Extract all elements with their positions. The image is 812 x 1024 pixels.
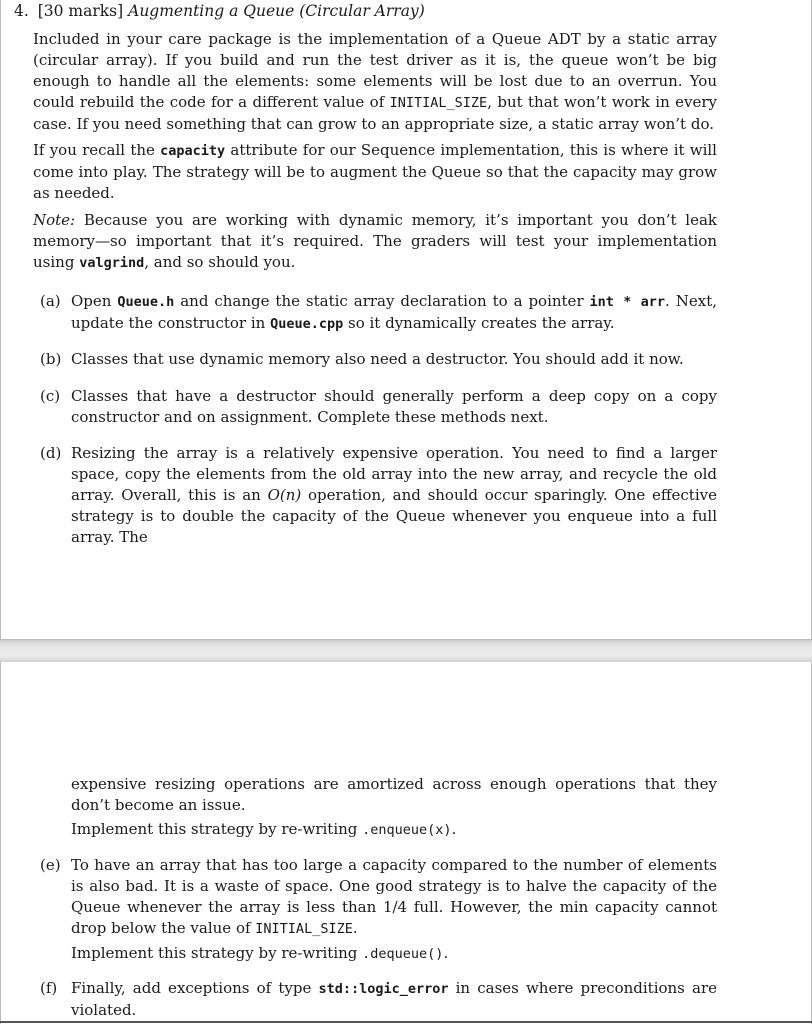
item-f-label: (f) bbox=[40, 979, 58, 997]
note-label: Note: bbox=[33, 211, 76, 229]
page-border-left bbox=[0, 662, 1, 1024]
intro-text-1: Included in your care package is the implementation of a Queue ADT by a static array (circular array). If you build and run the test driver as it is, the queue won’t be big enough to handle all the elements: some elements will be lost due to an overrun. You could rebuild the code for a different value of bbox=[33, 30, 717, 111]
note-paragraph bbox=[33, 210, 717, 274]
intro-paragraph bbox=[33, 29, 717, 135]
bottom-rule bbox=[0, 1021, 812, 1023]
item-b-label: (b) bbox=[40, 350, 62, 368]
question-number: 4. bbox=[14, 2, 29, 20]
item-b-body: Classes that use dynamic memory also need a destructor. You should add it now. bbox=[71, 350, 684, 368]
page-border-left bbox=[0, 0, 1, 640]
item-d-text-2: operation, and should occur sparingly. One effective strategy is to double the capacity of the Queue whenever you enqueue into a full array. The bbox=[71, 486, 717, 546]
item-d-implement bbox=[71, 819, 717, 841]
list-item-e bbox=[33, 855, 717, 940]
item-e-body bbox=[71, 855, 717, 940]
intro-text-2: , but that won’t work in every case. If you need something that can grow to an appropriate size, a static array won’t do. bbox=[33, 93, 717, 133]
question-title: Augmenting a Queue (Circular Array) bbox=[128, 2, 425, 20]
initial-size-code-2: INITIAL_SIZE bbox=[255, 921, 353, 937]
item-a-text-1: Open bbox=[71, 292, 118, 310]
note-text-1: Because you are working with dynamic memory, it’s important you don’t leak memory—so important that it’s required. The graders will test your implementation using bbox=[33, 211, 717, 271]
item-d-label: (d) bbox=[40, 444, 62, 462]
item-d-continued: expensive resizing operations are amortized across enough operations that they don’t become an issue. bbox=[71, 775, 717, 814]
capacity-paragraph bbox=[33, 140, 717, 204]
item-a-body bbox=[71, 291, 717, 335]
list-item-b bbox=[33, 349, 717, 370]
item-a-text-3: . Next, update the constructor in bbox=[71, 292, 717, 332]
item-f-text-2: in cases where preconditions are violated. bbox=[71, 979, 717, 1019]
item-d-implement-end: . bbox=[451, 820, 457, 838]
capacity-text-2: attribute for our Sequence implementation, this is where it will come into play. The strategy will be to augment the Queue so that the capacity may grow as needed. bbox=[33, 141, 717, 202]
list-item-d bbox=[33, 443, 717, 548]
queue-cpp-code: Queue.cpp bbox=[270, 316, 344, 332]
item-e-implement-end: . bbox=[443, 944, 449, 962]
note-text-2: , and so should you. bbox=[144, 253, 296, 271]
item-f-body bbox=[71, 978, 717, 1021]
item-a-label: (a) bbox=[40, 292, 61, 310]
item-d-body bbox=[71, 443, 717, 548]
item-f-text-1: Finally, add exceptions of type bbox=[71, 979, 319, 997]
item-d-text-1: Resizing the array is a relatively expensive operation. You need to find a larger space, copy the elements from the old array into the new array, and recycle the old array. Overall, this is an bbox=[71, 444, 717, 504]
queue-h-code: Queue.h bbox=[117, 294, 175, 310]
page-break bbox=[0, 640, 812, 662]
item-a-text-4: so it dynamically creates the array. bbox=[343, 314, 615, 332]
list-item-f bbox=[33, 978, 717, 1021]
logic-error-code: std::logic_error bbox=[318, 981, 449, 997]
item-a-text-2: and change the static array declaration to a pointer bbox=[174, 292, 590, 310]
int-arr-code: int * arr bbox=[589, 294, 666, 310]
item-e-implement-text: Implement this strategy by re-writing bbox=[71, 944, 363, 962]
item-d-implement-text: Implement this strategy by re-writing bbox=[71, 820, 363, 838]
question-marks: [30 marks] bbox=[37, 2, 124, 20]
capacity-text-1: If you recall the bbox=[33, 141, 161, 159]
dequeue-code: .dequeue() bbox=[362, 946, 444, 962]
valgrind-code: valgrind bbox=[79, 255, 145, 271]
page-2 bbox=[0, 662, 812, 1024]
item-c-body: Classes that have a destructor should generally perform a deep copy on a copy constructor and on assignment. Complete these methods next. bbox=[71, 387, 717, 426]
list-item-c bbox=[33, 386, 717, 428]
enqueue-code: .enqueue(x) bbox=[362, 822, 452, 838]
item-c-label: (c) bbox=[40, 387, 61, 405]
item-e-text-1: To have an array that has too large a capacity compared to the number of elements is also bad. It is a waste of space. One good strategy is to halve the capacity of the Queue whenever the array is less than 1/4 full. However, the min capacity cannot drop below the value of bbox=[71, 856, 717, 937]
item-e-text-2: . bbox=[352, 919, 358, 937]
item-e-implement bbox=[71, 943, 717, 965]
big-o-math: O(n) bbox=[267, 486, 302, 504]
item-e-label: (e) bbox=[40, 856, 61, 874]
question-heading bbox=[14, 1, 425, 22]
initial-size-code: INITIAL_SIZE bbox=[389, 95, 488, 111]
capacity-code: capacity bbox=[160, 143, 226, 159]
list-item-a bbox=[33, 291, 717, 335]
